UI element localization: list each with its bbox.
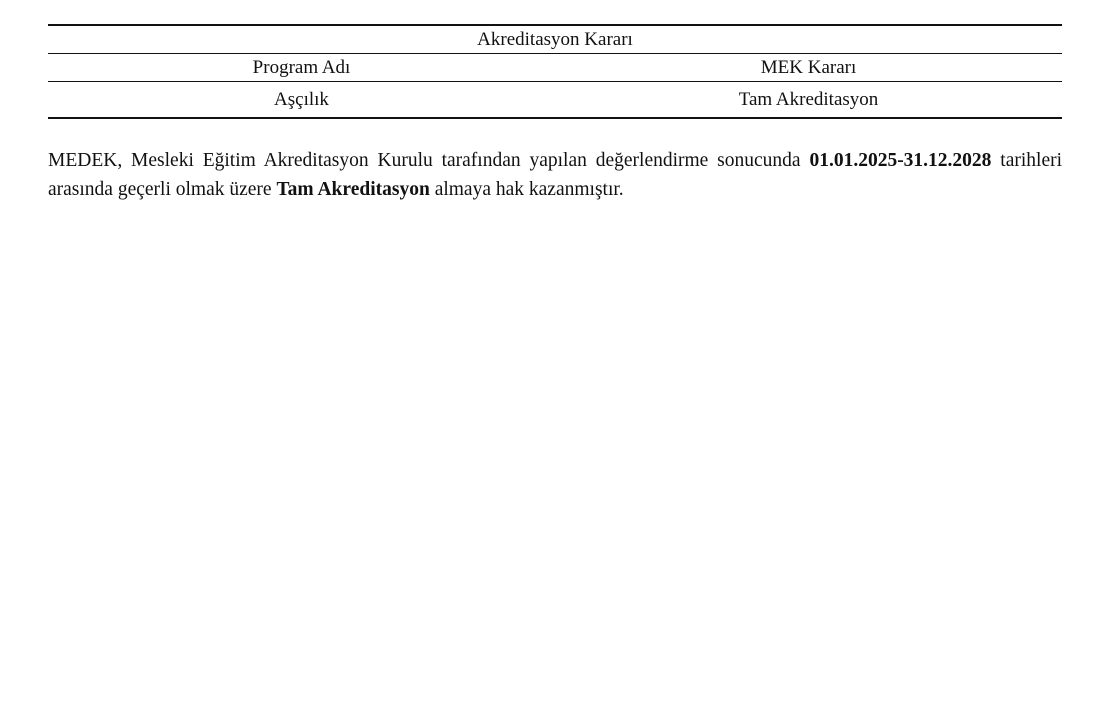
table-row — [48, 82, 1062, 119]
cell-program-name: Aşçılık — [48, 82, 555, 119]
cell-mek-decision: Tam Akreditasyon — [555, 82, 1062, 119]
paragraph-text-1: MEDEK, Mesleki Eğitim Akreditasyon Kurulu tarafından yapılan değerlendirme sonucunda — [48, 150, 810, 171]
accreditation-decision-table — [48, 24, 1062, 119]
paragraph-text-3: almaya hak kazanmıştır. — [429, 179, 624, 200]
column-header-program-name: Program Adı — [48, 54, 555, 82]
table-title: Akreditasyon Kararı — [48, 25, 1062, 54]
table-header-row — [48, 54, 1062, 82]
accreditation-status: Tam Akreditasyon — [276, 179, 430, 200]
document-page — [48, 24, 1062, 224]
column-header-mek-decision: MEK Kararı — [555, 54, 1062, 82]
paragraph-text-2: tarihleri arasında geçerli olmak üzere — [48, 150, 1063, 200]
table-title-row — [48, 25, 1062, 54]
validity-date-range: 01.01.2025-31.12.2028 — [809, 150, 992, 171]
decision-paragraph — [48, 146, 1062, 204]
